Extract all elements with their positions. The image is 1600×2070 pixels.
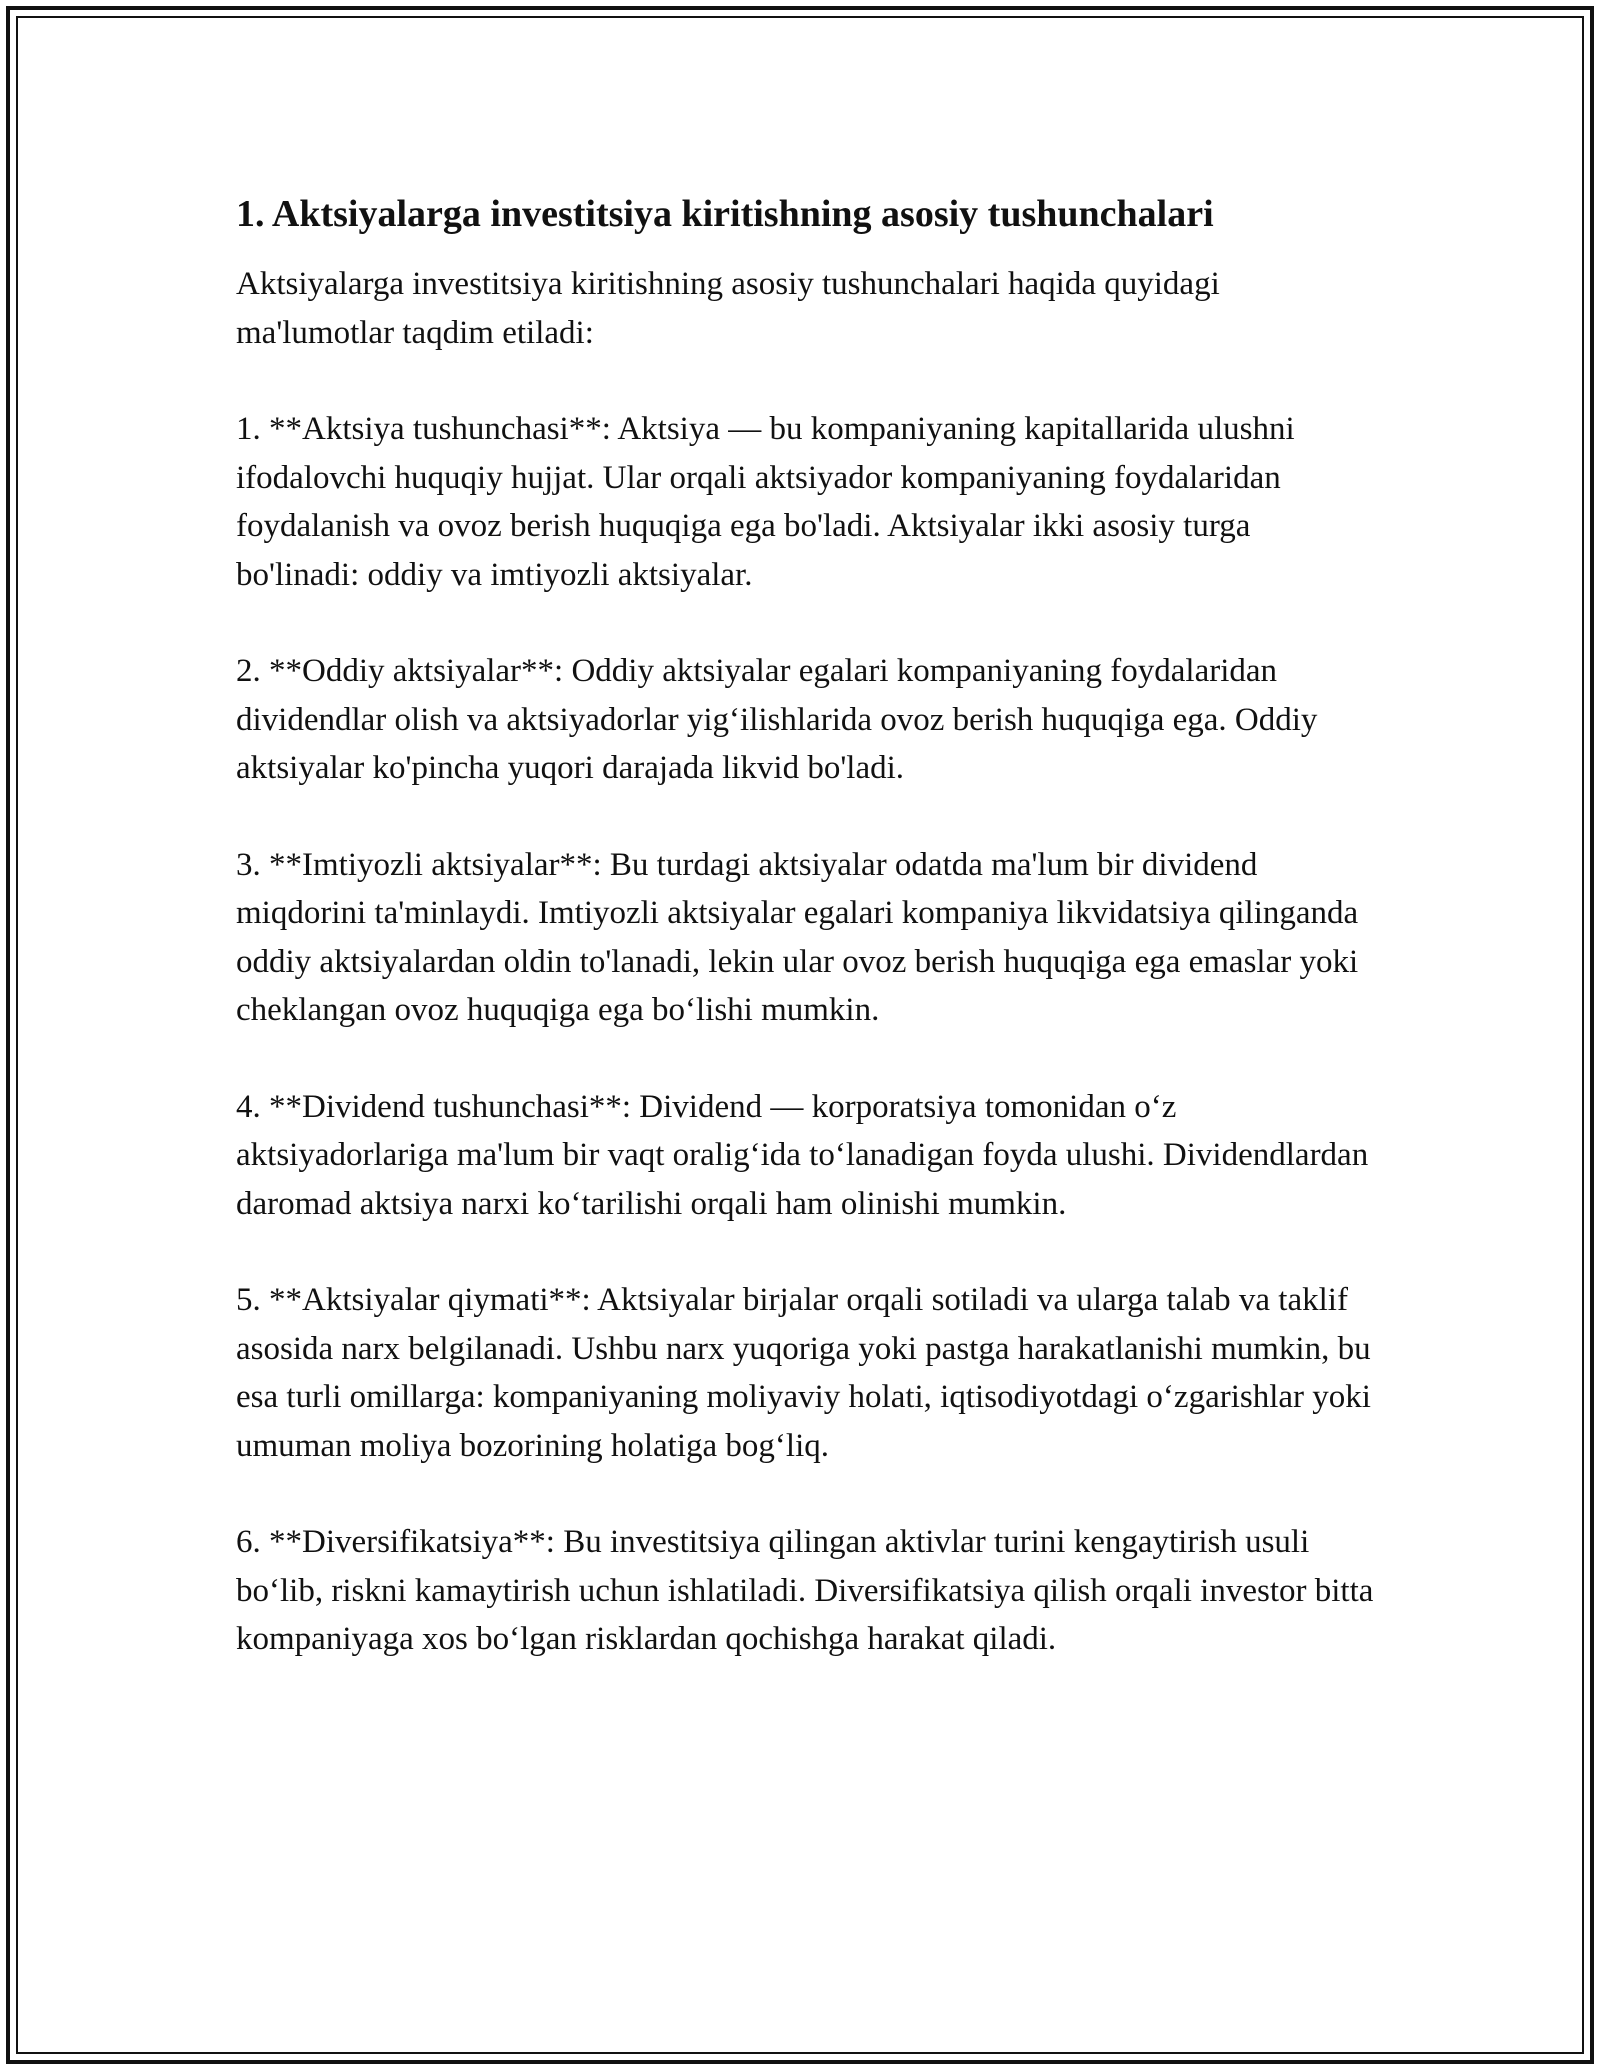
intro-paragraph: Aktsiyalarga investitsiya kiritishning asosiy tushunchalari haqida quyidagi ma'lumotlar taqdim etiladi:	[236, 266, 1220, 351]
list-item-dividend-tushunchasi: 4. **Dividend tushunchasi**: Dividend — korporatsiya tomonidan o‘z aktsiyadorlariga ma'lum bir vaqt oralig‘ida to‘lanadigan foyda ulushi. Dividendlardan daromad aktsiya narxi ko‘tarilishi orqali ham olinishi mumkin.	[236, 1088, 1369, 1222]
document-title: 1. Aktsiyalarga investitsiya kiritishning asosiy tushunchalari	[236, 193, 1214, 235]
document-content	[236, 186, 1376, 1712]
list-item-imtiyozli-aktsiyalar: 3. **Imtiyozli aktsiyalar**: Bu turdagi aktsiyalar odatda ma'lum bir dividend miqdorini ta'minlaydi. Imtiyozli aktsiyalar egalari kompaniya likvidatsiya qilinganda oddiy aktsiyalardan oldin to'lanadi, lekin ular ovoz berish huquqiga ega emaslar yoki cheklangan ovoz huquqiga ega bo‘lishi mumkin.	[236, 846, 1359, 1028]
list-item-diversifikatsiya: 6. **Diversifikatsiya**: Bu investitsiya qilingan aktivlar turini kengaytirish usuli bo‘lib, riskni kamaytirish uchun ishlatiladi. Diversifikatsiya qilish orqali investor bitta kompaniyaga xos bo‘lgan risklardan qochishga harakat qiladi.	[236, 1524, 1374, 1657]
list-item-aktsiya-tushunchasi: 1. **Aktsiya tushunchasi**: Aktsiya — bu kompaniyaning kapitallarida ulushni ifodalovchi huquqiy hujjat. Ular orqali aktsiyador kompaniyaning foydalaridan foydalanish va ovoz berish huquqiga ega bo'ladi. Aktsiyalar ikki asosiy turga bo'linadi: oddiy va imtiyozli aktsiyalar.	[236, 411, 1295, 593]
list-item-aktsiyalar-qiymati: 5. **Aktsiyalar qiymati**: Aktsiyalar birjalar orqali sotiladi va ularga talab va taklif asosida narx belgilanadi. Ushbu narx yuqoriga yoki pastga harakatlanishi mumkin, bu esa turli omillarga: kompaniyaning moliyaviy holati, iqtisodiyotdagi o‘zgarishlar yoki umuman moliya bozorining holatiga bog‘liq.	[236, 1282, 1371, 1464]
list-item-oddiy-aktsiyalar: 2. **Oddiy aktsiyalar**: Oddiy aktsiyalar egalari kompaniyaning foydalaridan dividendlar olish va aktsiyadorlar yig‘ilishlarida ovoz berish huquqiga ega. Oddiy aktsiyalar ko'pincha yuqori darajada likvid bo'ladi.	[236, 653, 1318, 786]
